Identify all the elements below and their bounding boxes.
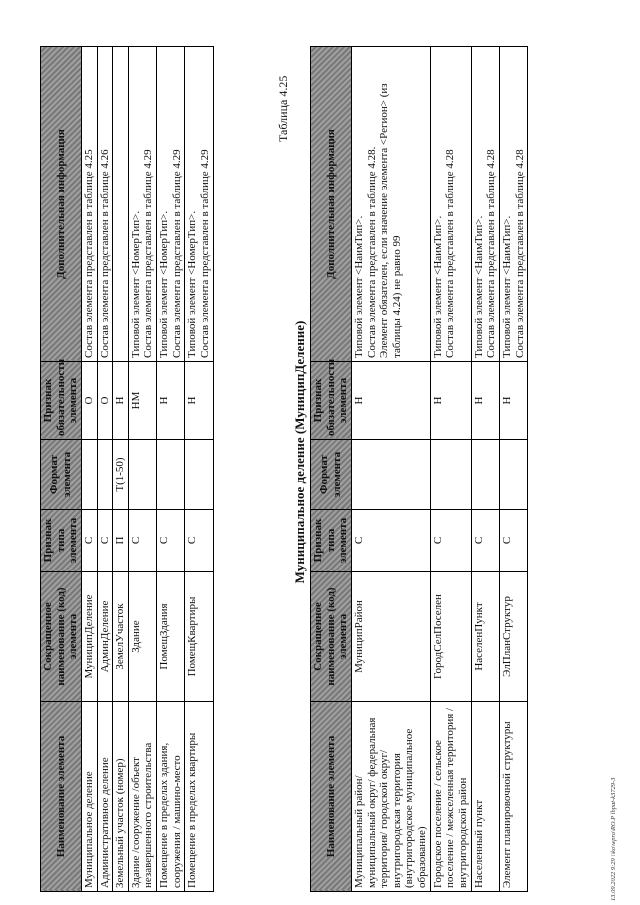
cell-info xyxy=(113,47,129,362)
cell-format: T(1-50) xyxy=(113,440,129,510)
cell-code: МуниципРайон xyxy=(351,572,430,702)
cell-code: ГородСелПоселен xyxy=(430,572,471,702)
cell-name: Элемент планировочной структуры xyxy=(499,702,527,892)
table-header-row xyxy=(311,47,352,892)
cell-info xyxy=(499,47,527,362)
cell-required: Н xyxy=(471,362,499,440)
info-line: Элемент обязателен, если значение элемента <Регион> (из таблицы 4.24) не равно 99 xyxy=(378,83,403,358)
table-row xyxy=(499,47,527,892)
info-line: Типовой элемент <НомерТип>. xyxy=(158,210,171,358)
header-type: Признак типа элемента xyxy=(311,510,352,572)
cell-type: С xyxy=(499,510,527,572)
table-row xyxy=(97,47,113,892)
cell-required: Н xyxy=(157,362,185,440)
cell-code: ПомещЗдания xyxy=(157,572,185,702)
cell-info xyxy=(128,47,156,362)
footer-stamp: 13.09.2022 9:29 \\ko\wpro\RO.P lbpat-k3729-3 xyxy=(609,777,617,901)
cell-info xyxy=(97,47,113,362)
info-line: Состав элемента представлен в таблице 4.28 xyxy=(444,149,457,358)
cell-format xyxy=(81,440,97,510)
header-required: Признак обязательности элемента xyxy=(41,362,82,440)
cell-name: Помещение в пределах квартиры xyxy=(185,702,213,892)
cell-type: С xyxy=(471,510,499,572)
cell-format xyxy=(471,440,499,510)
table-row xyxy=(128,47,156,892)
cell-code: НаселенПункт xyxy=(471,572,499,702)
cell-info xyxy=(157,47,185,362)
cell-type: С xyxy=(128,510,156,572)
header-info: Дополнительная информация xyxy=(41,47,82,362)
table-row xyxy=(81,47,97,892)
cell-info xyxy=(185,47,213,362)
header-code: Сокращенное наименование (код) элемента xyxy=(311,572,352,702)
cell-name: Муниципальный район/ муниципальный округ/ федеральная территория/ городской округ/ внутригородская территория (внутригородское муниципальное образование) xyxy=(351,702,430,892)
cell-name: Населенный пункт xyxy=(471,702,499,892)
cell-required: Н xyxy=(430,362,471,440)
header-name: Наименование элемента xyxy=(41,702,82,892)
table-row xyxy=(351,47,430,892)
cell-required: Н xyxy=(113,362,129,440)
info-line: Типовой элемент <НаимТип>. xyxy=(500,215,513,358)
section-title: Муниципальное деление (МуниципДеление) xyxy=(292,320,307,584)
table-row xyxy=(157,47,185,892)
table-header-row xyxy=(41,47,82,892)
cell-type: С xyxy=(97,510,113,572)
header-code: Сокращенное наименование (код) элемента xyxy=(41,572,82,702)
cell-format xyxy=(351,440,430,510)
cell-required: НМ xyxy=(128,362,156,440)
cell-info xyxy=(430,47,471,362)
cell-type: С xyxy=(185,510,213,572)
header-required: Признак обязательности элемента xyxy=(311,362,352,440)
header-format: Формат элемента xyxy=(41,440,82,510)
cell-format xyxy=(499,440,527,510)
cell-name: Административное деление xyxy=(97,702,113,892)
table-caption: Таблица 4.25 xyxy=(276,75,290,142)
elements-table xyxy=(40,46,214,892)
table-row xyxy=(185,47,213,892)
cell-code: ПомещКвартиры xyxy=(185,572,213,702)
cell-code: Здание xyxy=(128,572,156,702)
info-line: Состав элемента представлен в таблице 4.26 xyxy=(98,149,111,358)
cell-type: П xyxy=(113,510,129,572)
info-line: Состав элемента представлен в таблице 4.29 xyxy=(199,149,212,358)
cell-name: Помещение в пределах здания, сооружения / машино-место xyxy=(157,702,185,892)
cell-required: О xyxy=(97,362,113,440)
cell-type: С xyxy=(81,510,97,572)
header-type: Признак типа элемента xyxy=(41,510,82,572)
cell-required: Н xyxy=(351,362,430,440)
info-line: Состав элемента представлен в таблице 4.29 xyxy=(170,149,183,358)
info-line: Состав элемента представлен в таблице 4.28 xyxy=(485,149,498,358)
info-line: Состав элемента представлен в таблице 4.29 xyxy=(142,149,155,358)
cell-format xyxy=(97,440,113,510)
cell-required: О xyxy=(81,362,97,440)
cell-format xyxy=(128,440,156,510)
cell-type: С xyxy=(157,510,185,572)
cell-info xyxy=(351,47,430,362)
cell-type: С xyxy=(430,510,471,572)
info-line: Состав элемента представлен в таблице 4.28. xyxy=(365,146,378,358)
cell-code: ЭлПланСтруктур xyxy=(499,572,527,702)
table-row xyxy=(430,47,471,892)
cell-name: Здание /сооружение /объект незавершенного строительства xyxy=(128,702,156,892)
header-info: Дополнительная информация xyxy=(311,47,352,362)
cell-name: Земельный участок (номер) xyxy=(113,702,129,892)
info-line: Состав элемента представлен в таблице 4.28 xyxy=(513,149,526,358)
info-line: Типовой элемент <НаимТип>. xyxy=(431,215,444,358)
cell-code: ЗемелУчасток xyxy=(113,572,129,702)
cell-required: Н xyxy=(185,362,213,440)
municipal-table xyxy=(310,46,528,892)
cell-format xyxy=(157,440,185,510)
cell-info xyxy=(81,47,97,362)
cell-code: АдминДеление xyxy=(97,572,113,702)
cell-type: С xyxy=(351,510,430,572)
rotated-page-content xyxy=(40,2,600,902)
info-line: Состав элемента представлен в таблице 4.25 xyxy=(82,149,95,358)
info-line: Типовой элемент <НомерТип>. xyxy=(186,210,199,358)
info-line: Типовой элемент <НаимТип>. xyxy=(352,215,365,358)
cell-required: Н xyxy=(499,362,527,440)
header-name: Наименование элемента xyxy=(311,702,352,892)
table-row xyxy=(471,47,499,892)
info-line: Типовой элемент <НомерТип>. xyxy=(129,210,142,358)
header-format: Формат элемента xyxy=(311,440,352,510)
cell-info xyxy=(471,47,499,362)
cell-name: Городское поселение / сельское поселение / межселенная территория / внутригородской район xyxy=(430,702,471,892)
cell-name: Муниципальное деление xyxy=(81,702,97,892)
cell-format xyxy=(185,440,213,510)
table-row xyxy=(113,47,129,892)
cell-code: МуниципДеление xyxy=(81,572,97,702)
info-line: Типовой элемент <НаимТип>. xyxy=(472,215,485,358)
cell-format xyxy=(430,440,471,510)
